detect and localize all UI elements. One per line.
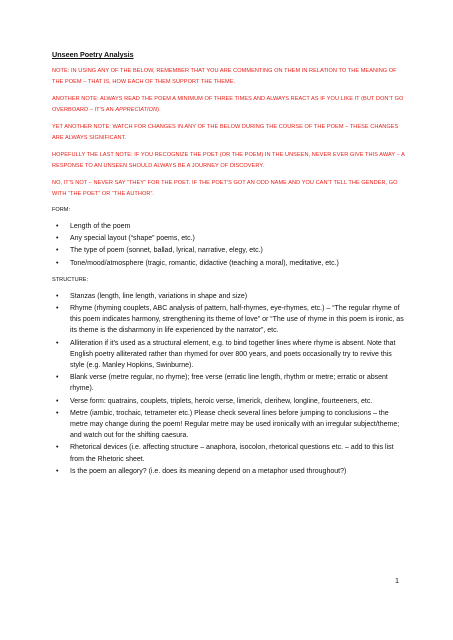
- form-item: • The type of poem (sonnet, ballad, lyrical, narrative, elegy, etc.): [70, 245, 408, 256]
- structure-item: • Metre (iambic, trochaic, tetrameter etc.) Please check several lines before jumping to conclusions – the metre may change during the poem! Regular metre may be used ironically with an irregular subject/theme; and watch out for the shifting caesura.: [70, 408, 408, 442]
- note-2: [52, 94, 408, 115]
- note-2-end: ).: [157, 106, 161, 113]
- form-item: • Any special layout (“shape” poems, etc.): [70, 233, 408, 244]
- note-3: YET ANOTHER NOTE: WATCH FOR CHANGES IN ANY OF THE BELOW DURING THE COURSE OF THE POEM – THESE CHANGES ARE ALWAYS SIGNIFICANT.: [52, 124, 399, 141]
- note-5: NO, IT'S NOT – NEVER SAY “THEY” FOR THE POET. IF THE POET'S GOT AN ODD NAME AND YOU CAN'T TELL THE GENDER, GO WITH “THE POET” OR “THE AUTHOR”.: [52, 180, 398, 197]
- document-title: Unseen Poetry Analysis: [52, 50, 134, 59]
- structure-item: • Verse form: quatrains, couplets, triplets, heroic verse, limerick, clerihew, longline, fourteeners, etc.: [70, 396, 408, 407]
- form-list: [52, 221, 408, 269]
- page-content: [52, 50, 408, 478]
- structure-list: [52, 291, 408, 477]
- note-2-italic: APPRECIATION: [115, 106, 158, 113]
- note-4: HOPEFULLY THE LAST NOTE: IF YOU RECOGNIZE THE POET (OR THE POEM) IN THE UNSEEN, NEVER EVER GIVE THIS AWAY – A RESPONSE TO AN UNSEEN SHOULD ALWAYS BE A JOURNEY OF DISCOVERY.: [52, 152, 405, 169]
- structure-item: • Alliteration if it's used as a structural element, e.g. to bind together lines where rhyme is absent. Note that English poetry alliterated rather than rhymed for over 800 years, and poets occasionally try to revive this style (e.g. Manley Hopkins, Swinburne).: [70, 338, 408, 372]
- structure-item: • Rhyme (rhyming couplets, ABC analysis of pattern, half-rhymes, eye-rhymes, etc.) – “The regular rhyme of this poem indicates harmony, strengthening its theme of love” or “The use of rhyme in this poem is ironic, as its theme is the disharmony in life experienced by the narrator”, etc.: [70, 303, 408, 337]
- form-item: • Tone/mood/atmosphere (tragic, romantic, didactive (teaching a moral), meditative, etc.): [70, 258, 408, 269]
- form-heading: FORM:: [52, 207, 71, 213]
- note-2-text: ANOTHER NOTE: ALWAYS READ THE POEM A MINIMUM OF THREE TIMES AND ALWAYS REACT AS IF YOU LIKE IT (BUT DON'T GO OVERBOARD – IT'S AN: [52, 96, 404, 113]
- page-number: 1: [395, 576, 399, 585]
- structure-item: • Stanzas (length, line length, variations in shape and size): [70, 291, 408, 302]
- structure-item: • Blank verse (metre regular, no rhyme); free verse (erratic line length, rhythm or metre; erratic or absent rhyme).: [70, 372, 408, 394]
- structure-heading: STRUCTURE:: [52, 276, 89, 283]
- structure-item: • Rhetorical devices (i.e. affecting structure – anaphora, isocolon, rhetorical questions etc. – add to this list from the Rhetoric sheet.: [70, 442, 408, 464]
- form-item: • Length of the poem: [70, 221, 408, 232]
- structure-item: • Is the poem an allegory? (i.e. does its meaning depend on a metaphor used throughout?): [70, 466, 408, 477]
- note-1: NOTE: IN USING ANY OF THE BELOW, REMEMBER THAT YOU ARE COMMENTING ON THEM IN RELATION TO THE MEANING OF THE POEM – THAT IS, HOW EACH OF THEM SUPPORT THE THEME.: [52, 68, 397, 85]
